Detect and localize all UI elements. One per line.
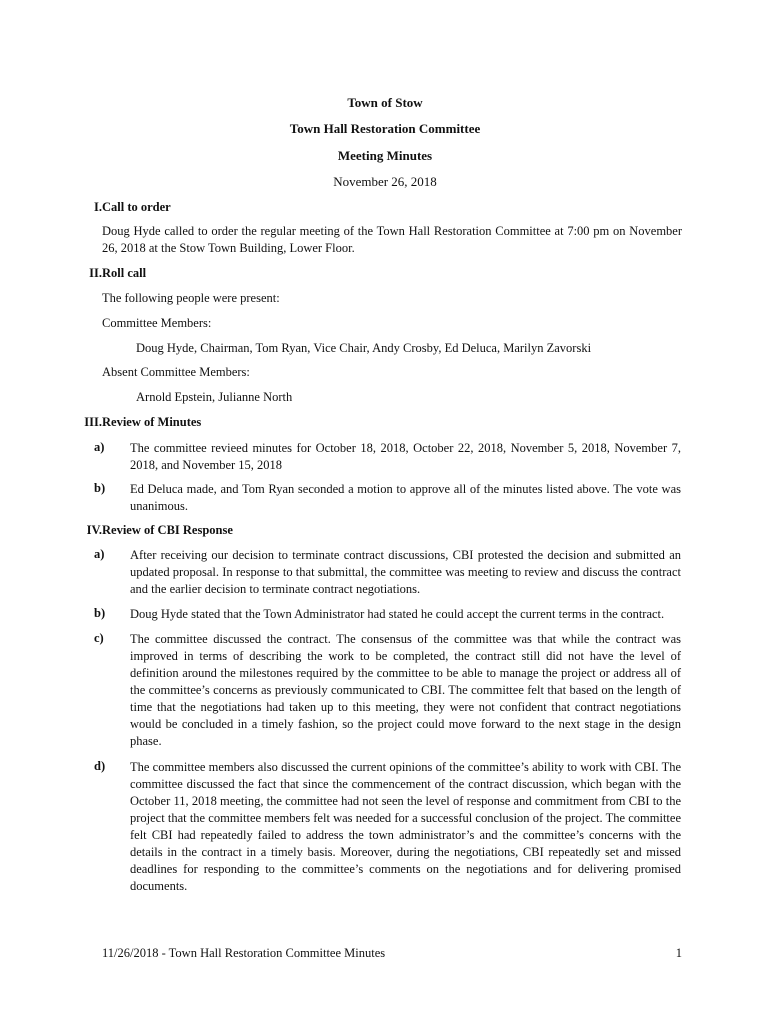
cbi-response-item-b: Doug Hyde stated that the Town Administrator had stated he could accept the current terms in the contract. xyxy=(130,607,665,621)
page-number: 1 xyxy=(675,946,682,960)
section-cbi-response-heading xyxy=(60,523,233,538)
meeting-date: November 26, 2018 xyxy=(333,174,437,189)
review-minutes-item-b: Ed Deluca made, and Tom Ryan seconded a motion to approve all of the minutes listed above. The vote was unanimous. xyxy=(130,482,681,513)
section-number: IV. xyxy=(86,523,102,537)
absent-label: Absent Committee Members: xyxy=(102,365,250,379)
footer-title: 11/26/2018 - Town Hall Restoration Committee Minutes xyxy=(102,946,386,960)
section-review-minutes-heading xyxy=(60,415,202,430)
item-label: b) xyxy=(94,606,106,620)
section-number: III. xyxy=(84,415,102,429)
item-label: d) xyxy=(94,759,106,773)
section-number: I. xyxy=(94,200,102,214)
review-minutes-item-a: The committee revieed minutes for October 18, 2018, October 22, 2018, November 5, 2018, November 7, 2018, and November 15, 2018 xyxy=(130,441,681,472)
call-to-order-text: Doug Hyde called to order the regular meeting of the Town Hall Restoration Committee at 7:00 pm on November 26, 2018 at the Stow Town Building, Lower Floor. xyxy=(102,224,682,255)
section-number: II. xyxy=(89,266,102,280)
item-label: c) xyxy=(94,631,104,645)
present-intro: The following people were present: xyxy=(102,291,280,305)
committee-title: Town Hall Restoration Committee xyxy=(289,121,481,136)
item-label: b) xyxy=(94,481,106,495)
item-label: a) xyxy=(94,547,105,561)
members-label: Committee Members: xyxy=(102,316,212,330)
section-title: Roll call xyxy=(102,266,147,280)
doc-type-title: Meeting Minutes xyxy=(337,148,433,163)
section-title: Call to order xyxy=(102,200,171,214)
cbi-response-item-a: After receiving our decision to terminate contract discussions, CBI protested the decision and submitted an updated proposal. In response to that submittal, the committee was meeting to review and discuss the contract and the earlier decision to terminate contract negotiations. xyxy=(130,548,681,596)
section-roll-call-heading xyxy=(60,266,147,281)
members-list: Doug Hyde, Chairman, Tom Ryan, Vice Chair, Andy Crosby, Ed Deluca, Marilyn Zavorski xyxy=(136,341,592,355)
cbi-response-item-d: The committee members also discussed the current opinions of the committee’s ability to work with CBI. The committee discussed the fact that since the commencement of the contract discussion, which began with the October 11, 2018 meeting, the committee had not seen the level of response and commitment from CBI to the project that the committee members felt was needed for a successful conclusion of the project. The committee felt CBI had repeatedly failed to address the town administrator’s and the committee’s concerns with the details in the contract in a timely basis. Moreover, during the negotiations, CBI repeatedly set and missed deadlines for responding to the committee’s comments on the negotiations and for delivering promised documents. xyxy=(130,760,681,893)
cbi-response-item-c: The committee discussed the contract. The consensus of the committee was that while the contract was improved in terms of describing the work to be completed, the contract still did not have the level of definition around the milestones required by the committee to be able to manage the project or address all of the committee’s concerns as previously communicated to CBI. The committee felt that based on the length of time that the negotiations had taken up to this meeting, they were not confident that contract negotiations would be concluded in a timely fashion, so the project could move forward to the next stage in the design phase. xyxy=(130,632,681,748)
section-call-to-order-heading xyxy=(60,200,171,215)
town-title: Town of Stow xyxy=(347,95,423,110)
item-label: a) xyxy=(94,440,105,454)
section-title: Review of Minutes xyxy=(102,415,202,429)
section-title: Review of CBI Response xyxy=(102,523,233,537)
absent-list: Arnold Epstein, Julianne North xyxy=(136,390,293,404)
